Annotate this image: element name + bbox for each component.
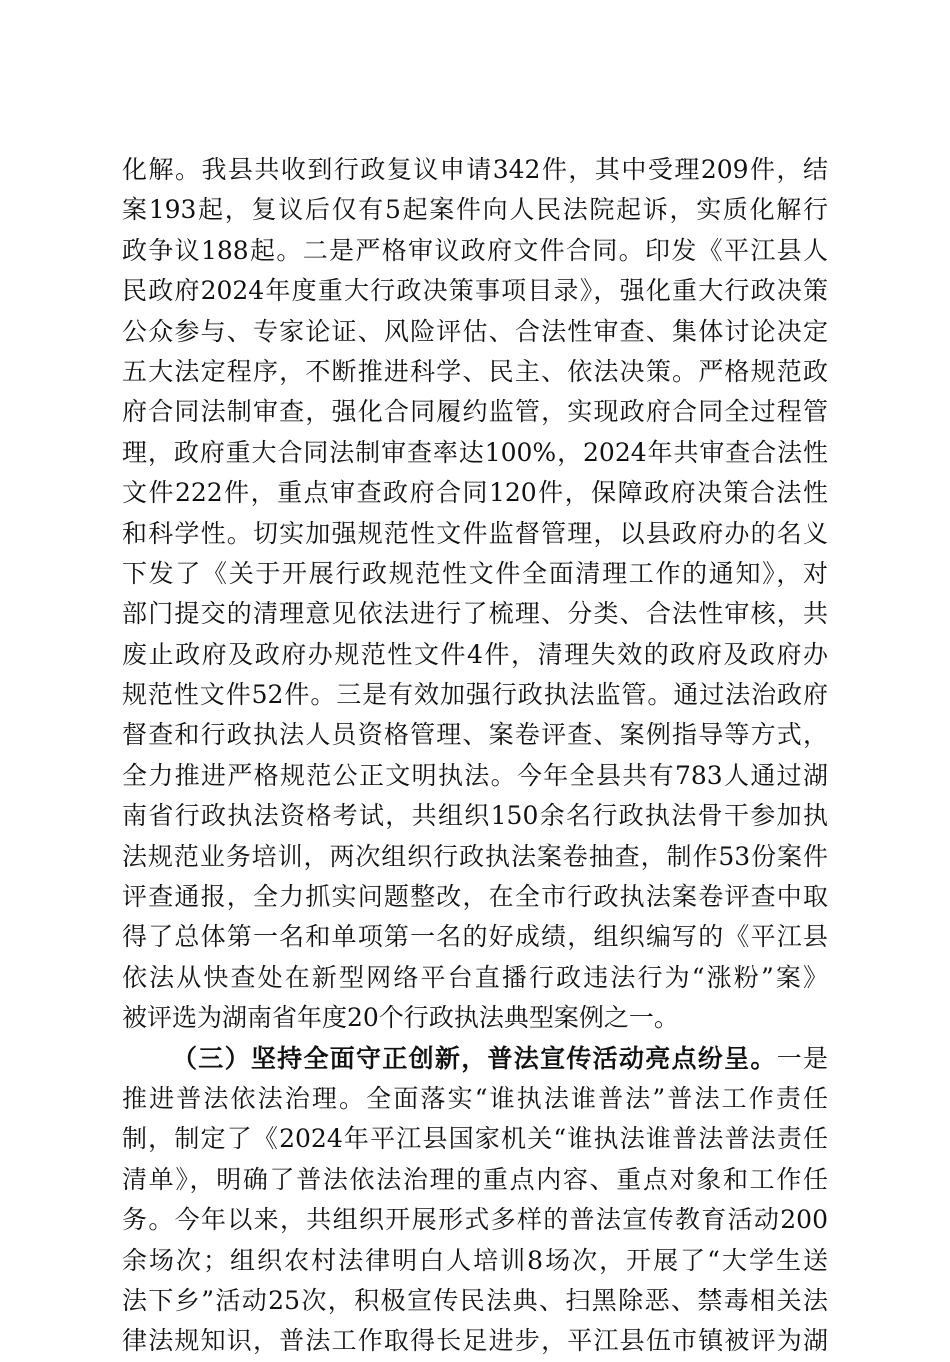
text-line: 下发了《关于开展行政规范性文件全面清理工作的通知》，对: [122, 558, 828, 588]
text-line: 得了总体第一名和单项第一名的好成绩，组织编写的《平江县: [122, 922, 828, 952]
text-line: 制，制定了《2024年平江县国家机关“谁执法谁普法普法责任: [122, 1124, 828, 1154]
text-line: 南省行政执法资格考试，共组织150余名行政执法骨干参加执: [122, 801, 828, 831]
section-3-first-line-rest: 一是: [776, 1043, 828, 1073]
text-line: 务。今年以来，共组织开展形式多样的普法宣传教育活动200: [122, 1205, 828, 1235]
text-line: 全力推进严格规范公正文明执法。今年全县共有783人通过湖: [122, 760, 828, 790]
text-line: 废止政府及政府办规范性文件4件，清理失效的政府及政府办: [122, 639, 828, 669]
text-line: 被评选为湖南省年度20个行政执法典型案例之一。: [122, 1003, 679, 1033]
text-line: 评查通报，全力抓实问题整改，在全市行政执法案卷评查中取: [122, 882, 828, 912]
text-line: 清单》，明确了普法依法治理的重点内容、重点对象和工作任: [122, 1164, 828, 1194]
text-line: 文件222件，重点审查政府合同120件，保障政府决策合法性: [122, 478, 828, 508]
text-line: 部门提交的清理意见依法进行了梳理、分类、合法性审核，共: [122, 599, 828, 629]
text-line: 规范性文件52件。三是有效加强行政执法监管。通过法治政府: [122, 680, 828, 710]
text-line: 和科学性。切实加强规范性文件监督管理，以县政府办的名义: [122, 518, 828, 548]
text-line: 府合同法制审查，强化合同履约监管，实现政府合同全过程管: [122, 397, 828, 427]
text-line: 理，政府重大合同法制审查率达100%，2024年共审查合法性: [122, 437, 828, 467]
text-line: 余场次；组织农村法律明白人培训8场次，开展了“大学生送: [122, 1245, 828, 1275]
text-line: 政争议188起。二是严格审议政府文件合同。印发《平江县人: [122, 235, 828, 265]
text-line: 公众参与、专家论证、风险评估、合法性审查、集体讨论决定: [122, 316, 828, 346]
text-line: 推进普法依法治理。全面落实“谁执法谁普法”普法工作责任: [122, 1083, 828, 1113]
body-text: [122, 150, 828, 1362]
section-3-heading: （三）坚持全面守正创新，普法宣传活动亮点纷呈。: [172, 1043, 777, 1073]
text-line: 五大法定程序，不断推进科学、民主、依法决策。严格规范政: [122, 356, 828, 386]
text-line: 案193起，复议后仅有5起案件向人民法院起诉，实质化解行: [122, 195, 828, 225]
text-line: 律法规知识，普法工作取得长足进步，平江县伍市镇被评为湖: [122, 1326, 828, 1356]
section-3-first-line: [122, 1039, 828, 1079]
text-line: 法下乡”活动25次，积极宣传民法典、扫黑除恶、禁毒相关法: [122, 1285, 828, 1315]
text-line: 法规范业务培训，两次组织行政执法案卷抽查，制作53份案件: [122, 841, 828, 871]
text-line: 督查和行政执法人员资格管理、案卷评查、案例指导等方式，: [122, 720, 828, 750]
text-line: 民政府2024年度重大行政决策事项目录》，强化重大行政决策: [122, 276, 828, 306]
text-line: 化解。我县共收到行政复议申请342件，其中受理209件，结: [122, 155, 828, 184]
text-line: 依法从快查处在新型网络平台直播行政违法行为“涨粉”案》: [122, 962, 828, 992]
